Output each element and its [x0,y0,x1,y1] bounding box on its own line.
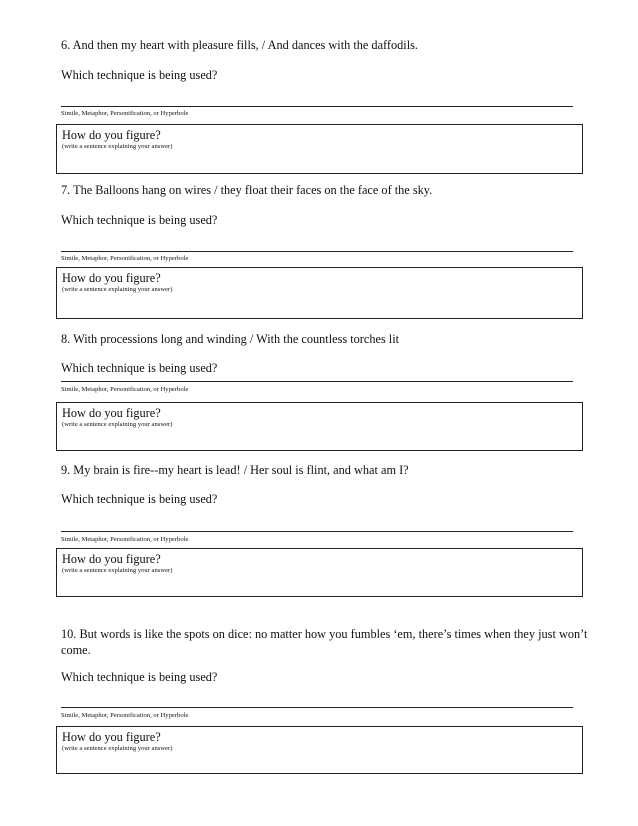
question-8-box-subtitle: (write a sentence explaining your answer) [62,421,173,428]
question-10-explanation-box[interactable] [56,726,583,774]
question-7-hint: Simile, Metaphor, Personification, or Hyperbole [61,255,189,262]
question-9-text: 9. My brain is fire--my heart is lead! / Her soul is flint, and what am I? [61,463,409,477]
question-6-prompt: Which technique is being used? [61,68,218,82]
question-6-box-title: How do you figure? [62,128,161,142]
question-8-text: 8. With processions long and winding / With the countless torches lit [61,332,400,346]
question-7-answer-line[interactable] [61,251,573,252]
question-8-answer-line[interactable] [61,381,573,382]
question-8-hint: Simile, Metaphor, Personification, or Hyperbole [61,386,189,393]
question-9-box-title: How do you figure? [62,552,161,566]
question-6-answer-line[interactable] [61,106,573,107]
question-6-box-subtitle: (write a sentence explaining your answer) [62,143,173,150]
question-7-text: 7. The Balloons hang on wires / they float their faces on the face of the sky. [61,183,433,197]
question-8-box-title: How do you figure? [62,406,161,420]
question-10-box-title: How do you figure? [62,730,161,744]
question-7-explanation-box[interactable] [56,267,583,319]
question-6-explanation-box[interactable] [56,124,583,174]
question-9-answer-line[interactable] [61,531,573,532]
question-9-explanation-box[interactable] [56,548,583,597]
question-10-text: 10. But words is like the spots on dice: no matter how you fumbles ‘em, there’s times when they just won’t come. [61,627,588,657]
question-6-hint: Simile, Metaphor, Personification, or Hyperbole [61,110,189,117]
question-10-answer-line[interactable] [61,707,573,708]
question-9-box-subtitle: (write a sentence explaining your answer) [62,567,173,574]
question-6-text: 6. And then my heart with pleasure fills, / And dances with the daffodils. [61,38,418,52]
question-8-explanation-box[interactable] [56,402,583,451]
question-8-prompt: Which technique is being used? [61,361,218,375]
question-7-box-subtitle: (write a sentence explaining your answer) [62,286,173,293]
question-10-box-subtitle: (write a sentence explaining your answer) [62,745,173,752]
question-9-hint: Simile, Metaphor, Personification, or Hyperbole [61,536,189,543]
question-7-box-title: How do you figure? [62,271,161,285]
question-7-prompt: Which technique is being used? [61,213,218,227]
question-9-prompt: Which technique is being used? [61,492,218,506]
question-10-hint: Simile, Metaphor, Personification, or Hyperbole [61,712,189,719]
question-10-prompt: Which technique is being used? [61,670,218,684]
